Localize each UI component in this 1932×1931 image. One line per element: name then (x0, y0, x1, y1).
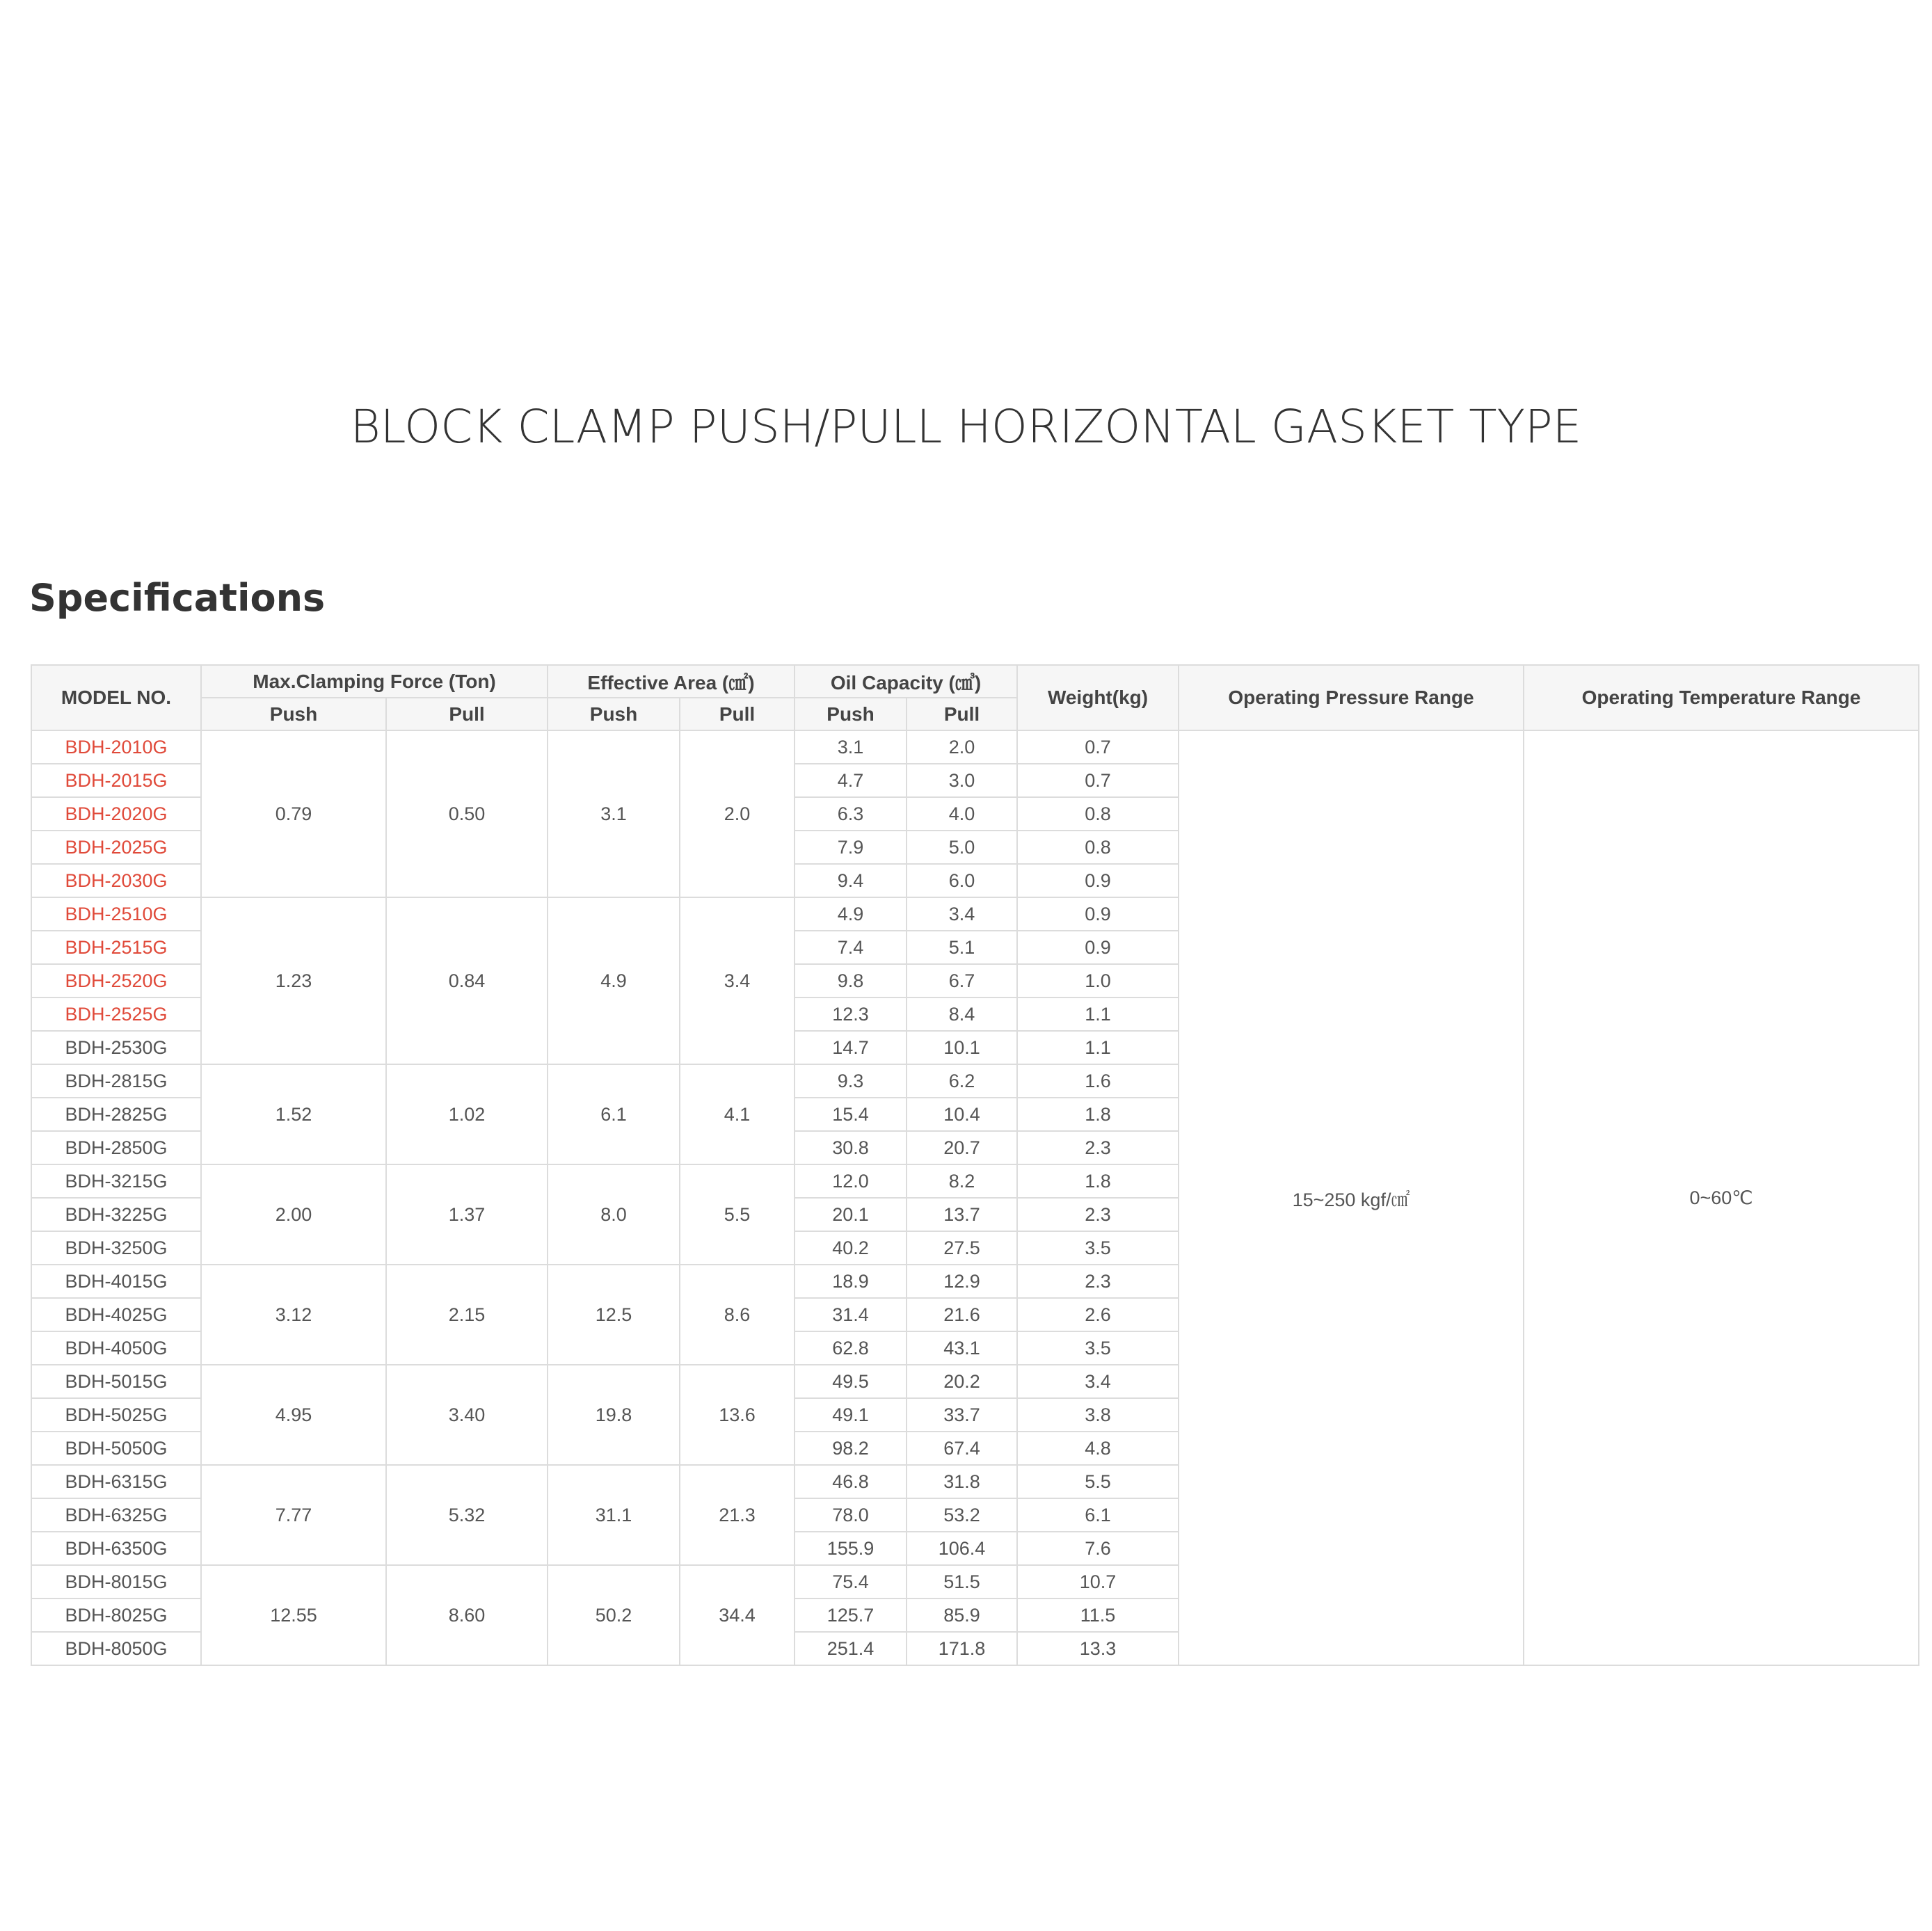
model-number: BDH-6315G (31, 1465, 201, 1498)
oil-capacity-pull: 12.9 (907, 1265, 1017, 1298)
model-number: BDH-2825G (31, 1098, 201, 1131)
oil-capacity-pull: 6.2 (907, 1064, 1017, 1098)
header-oil-push: Push (795, 698, 907, 730)
oil-capacity-push: 3.1 (795, 730, 907, 764)
oil-capacity-pull: 10.4 (907, 1098, 1017, 1131)
weight-value: 5.5 (1017, 1465, 1179, 1498)
effective-area-push: 12.5 (548, 1265, 680, 1365)
clamping-force-push: 2.00 (201, 1164, 386, 1265)
model-number: BDH-2850G (31, 1131, 201, 1164)
oil-capacity-push: 6.3 (795, 797, 907, 831)
clamping-force-pull: 0.84 (386, 897, 548, 1064)
oil-capacity-pull: 8.2 (907, 1164, 1017, 1198)
oil-capacity-push: 14.7 (795, 1031, 907, 1064)
oil-capacity-pull: 53.2 (907, 1498, 1017, 1532)
model-number: BDH-2510G (31, 897, 201, 931)
oil-capacity-pull: 13.7 (907, 1198, 1017, 1231)
clamping-force-pull: 0.50 (386, 730, 548, 897)
header-clamp-pull: Pull (386, 698, 548, 730)
clamping-force-pull: 8.60 (386, 1565, 548, 1665)
weight-value: 1.0 (1017, 964, 1179, 997)
oil-capacity-pull: 3.0 (907, 764, 1017, 797)
header-row-main (31, 665, 1919, 698)
clamping-force-push: 7.77 (201, 1465, 386, 1565)
oil-capacity-push: 9.8 (795, 964, 907, 997)
header-oil-pull: Pull (907, 698, 1017, 730)
page-title: BLOCK CLAMP PUSH/PULL HORIZONTAL GASKET TYPE (350, 400, 1582, 454)
oil-capacity-push: 12.3 (795, 997, 907, 1031)
header-clamping-force: Max.Clamping Force (Ton) (201, 665, 548, 698)
oil-capacity-pull: 67.4 (907, 1432, 1017, 1465)
model-number: BDH-4050G (31, 1331, 201, 1365)
operating-temperature-range: 0~60℃ (1524, 730, 1919, 1665)
oil-capacity-pull: 106.4 (907, 1532, 1017, 1565)
clamping-force-push: 1.23 (201, 897, 386, 1064)
model-number: BDH-3215G (31, 1164, 201, 1198)
effective-area-push: 6.1 (548, 1064, 680, 1164)
header-oil-capacity: Oil Capacity (㎤) (795, 665, 1017, 698)
oil-capacity-pull: 3.4 (907, 897, 1017, 931)
effective-area-push: 4.9 (548, 897, 680, 1064)
oil-capacity-push: 98.2 (795, 1432, 907, 1465)
oil-capacity-push: 78.0 (795, 1498, 907, 1532)
oil-capacity-push: 125.7 (795, 1599, 907, 1632)
oil-capacity-push: 9.4 (795, 864, 907, 897)
section-title: Specifications (29, 576, 326, 620)
weight-value: 0.8 (1017, 831, 1179, 864)
weight-value: 11.5 (1017, 1599, 1179, 1632)
oil-capacity-pull: 20.7 (907, 1131, 1017, 1164)
oil-capacity-push: 30.8 (795, 1131, 907, 1164)
effective-area-push: 50.2 (548, 1565, 680, 1665)
oil-capacity-push: 7.4 (795, 931, 907, 964)
weight-value: 2.3 (1017, 1198, 1179, 1231)
clamping-force-pull: 2.15 (386, 1265, 548, 1365)
model-number: BDH-8015G (31, 1565, 201, 1599)
oil-capacity-push: 49.1 (795, 1398, 907, 1432)
effective-area-pull: 5.5 (680, 1164, 795, 1265)
oil-capacity-pull: 51.5 (907, 1565, 1017, 1599)
model-number: BDH-2030G (31, 864, 201, 897)
header-model: MODEL NO. (31, 665, 201, 730)
oil-capacity-pull: 27.5 (907, 1231, 1017, 1265)
weight-value: 0.7 (1017, 764, 1179, 797)
weight-value: 1.1 (1017, 997, 1179, 1031)
oil-capacity-push: 9.3 (795, 1064, 907, 1098)
oil-capacity-push: 62.8 (795, 1331, 907, 1365)
model-number: BDH-2015G (31, 764, 201, 797)
model-number: BDH-6325G (31, 1498, 201, 1532)
model-number: BDH-2530G (31, 1031, 201, 1064)
header-weight: Weight(kg) (1017, 665, 1179, 730)
model-number: BDH-2025G (31, 831, 201, 864)
weight-value: 0.7 (1017, 730, 1179, 764)
oil-capacity-pull: 21.6 (907, 1298, 1017, 1331)
oil-capacity-pull: 85.9 (907, 1599, 1017, 1632)
model-number: BDH-2010G (31, 730, 201, 764)
header-operating-temperature: Operating Temperature Range (1524, 665, 1919, 730)
weight-value: 10.7 (1017, 1565, 1179, 1599)
oil-capacity-push: 40.2 (795, 1231, 907, 1265)
weight-value: 3.8 (1017, 1398, 1179, 1432)
weight-value: 1.6 (1017, 1064, 1179, 1098)
oil-capacity-pull: 6.0 (907, 864, 1017, 897)
header-clamp-push: Push (201, 698, 386, 730)
model-number: BDH-4025G (31, 1298, 201, 1331)
model-number: BDH-2525G (31, 997, 201, 1031)
weight-value: 2.6 (1017, 1298, 1179, 1331)
oil-capacity-push: 155.9 (795, 1532, 907, 1565)
clamping-force-push: 3.12 (201, 1265, 386, 1365)
effective-area-pull: 8.6 (680, 1265, 795, 1365)
oil-capacity-pull: 4.0 (907, 797, 1017, 831)
oil-capacity-pull: 2.0 (907, 730, 1017, 764)
clamping-force-push: 1.52 (201, 1064, 386, 1164)
effective-area-push: 19.8 (548, 1365, 680, 1465)
oil-capacity-push: 7.9 (795, 831, 907, 864)
weight-value: 3.5 (1017, 1231, 1179, 1265)
oil-capacity-pull: 33.7 (907, 1398, 1017, 1432)
model-number: BDH-8050G (31, 1632, 201, 1665)
effective-area-push: 8.0 (548, 1164, 680, 1265)
weight-value: 13.3 (1017, 1632, 1179, 1665)
model-number: BDH-2515G (31, 931, 201, 964)
operating-pressure-range: 15~250 kgf/㎠ (1179, 730, 1524, 1665)
oil-capacity-pull: 20.2 (907, 1365, 1017, 1398)
oil-capacity-push: 20.1 (795, 1198, 907, 1231)
effective-area-pull: 21.3 (680, 1465, 795, 1565)
weight-value: 7.6 (1017, 1532, 1179, 1565)
oil-capacity-pull: 8.4 (907, 997, 1017, 1031)
oil-capacity-push: 4.9 (795, 897, 907, 931)
clamping-force-pull: 1.37 (386, 1164, 548, 1265)
weight-value: 1.8 (1017, 1164, 1179, 1198)
oil-capacity-push: 12.0 (795, 1164, 907, 1198)
model-number: BDH-2520G (31, 964, 201, 997)
model-number: BDH-6350G (31, 1532, 201, 1565)
oil-capacity-pull: 5.0 (907, 831, 1017, 864)
effective-area-pull: 3.4 (680, 897, 795, 1064)
oil-capacity-pull: 171.8 (907, 1632, 1017, 1665)
model-number: BDH-3225G (31, 1198, 201, 1231)
weight-value: 4.8 (1017, 1432, 1179, 1465)
clamping-force-push: 4.95 (201, 1365, 386, 1465)
oil-capacity-push: 15.4 (795, 1098, 907, 1131)
oil-capacity-push: 18.9 (795, 1265, 907, 1298)
effective-area-push: 31.1 (548, 1465, 680, 1565)
header-area-pull: Pull (680, 698, 795, 730)
weight-value: 3.5 (1017, 1331, 1179, 1365)
specifications-table (31, 664, 1919, 1666)
oil-capacity-pull: 10.1 (907, 1031, 1017, 1064)
table-body (31, 730, 1919, 1665)
oil-capacity-pull: 5.1 (907, 931, 1017, 964)
table-header (31, 665, 1919, 730)
weight-value: 0.8 (1017, 797, 1179, 831)
model-number: BDH-5050G (31, 1432, 201, 1465)
effective-area-pull: 13.6 (680, 1365, 795, 1465)
effective-area-pull: 34.4 (680, 1565, 795, 1665)
weight-value: 3.4 (1017, 1365, 1179, 1398)
weight-value: 1.8 (1017, 1098, 1179, 1131)
header-area-push: Push (548, 698, 680, 730)
clamping-force-pull: 1.02 (386, 1064, 548, 1164)
clamping-force-pull: 5.32 (386, 1465, 548, 1565)
oil-capacity-push: 49.5 (795, 1365, 907, 1398)
header-operating-pressure: Operating Pressure Range (1179, 665, 1524, 730)
model-number: BDH-3250G (31, 1231, 201, 1265)
model-number: BDH-2020G (31, 797, 201, 831)
model-number: BDH-5015G (31, 1365, 201, 1398)
clamping-force-push: 12.55 (201, 1565, 386, 1665)
oil-capacity-pull: 43.1 (907, 1331, 1017, 1365)
weight-value: 2.3 (1017, 1131, 1179, 1164)
clamping-force-push: 0.79 (201, 730, 386, 897)
oil-capacity-push: 31.4 (795, 1298, 907, 1331)
oil-capacity-push: 4.7 (795, 764, 907, 797)
oil-capacity-push: 46.8 (795, 1465, 907, 1498)
weight-value: 0.9 (1017, 897, 1179, 931)
oil-capacity-pull: 31.8 (907, 1465, 1017, 1498)
oil-capacity-push: 251.4 (795, 1632, 907, 1665)
effective-area-push: 3.1 (548, 730, 680, 897)
weight-value: 0.9 (1017, 931, 1179, 964)
effective-area-pull: 2.0 (680, 730, 795, 897)
model-number: BDH-2815G (31, 1064, 201, 1098)
model-number: BDH-8025G (31, 1599, 201, 1632)
oil-capacity-pull: 6.7 (907, 964, 1017, 997)
header-effective-area: Effective Area (㎠) (548, 665, 795, 698)
model-number: BDH-5025G (31, 1398, 201, 1432)
weight-value: 2.3 (1017, 1265, 1179, 1298)
weight-value: 0.9 (1017, 864, 1179, 897)
weight-value: 6.1 (1017, 1498, 1179, 1532)
clamping-force-pull: 3.40 (386, 1365, 548, 1465)
effective-area-pull: 4.1 (680, 1064, 795, 1164)
model-number: BDH-4015G (31, 1265, 201, 1298)
table-row (31, 730, 1919, 764)
weight-value: 1.1 (1017, 1031, 1179, 1064)
oil-capacity-push: 75.4 (795, 1565, 907, 1599)
